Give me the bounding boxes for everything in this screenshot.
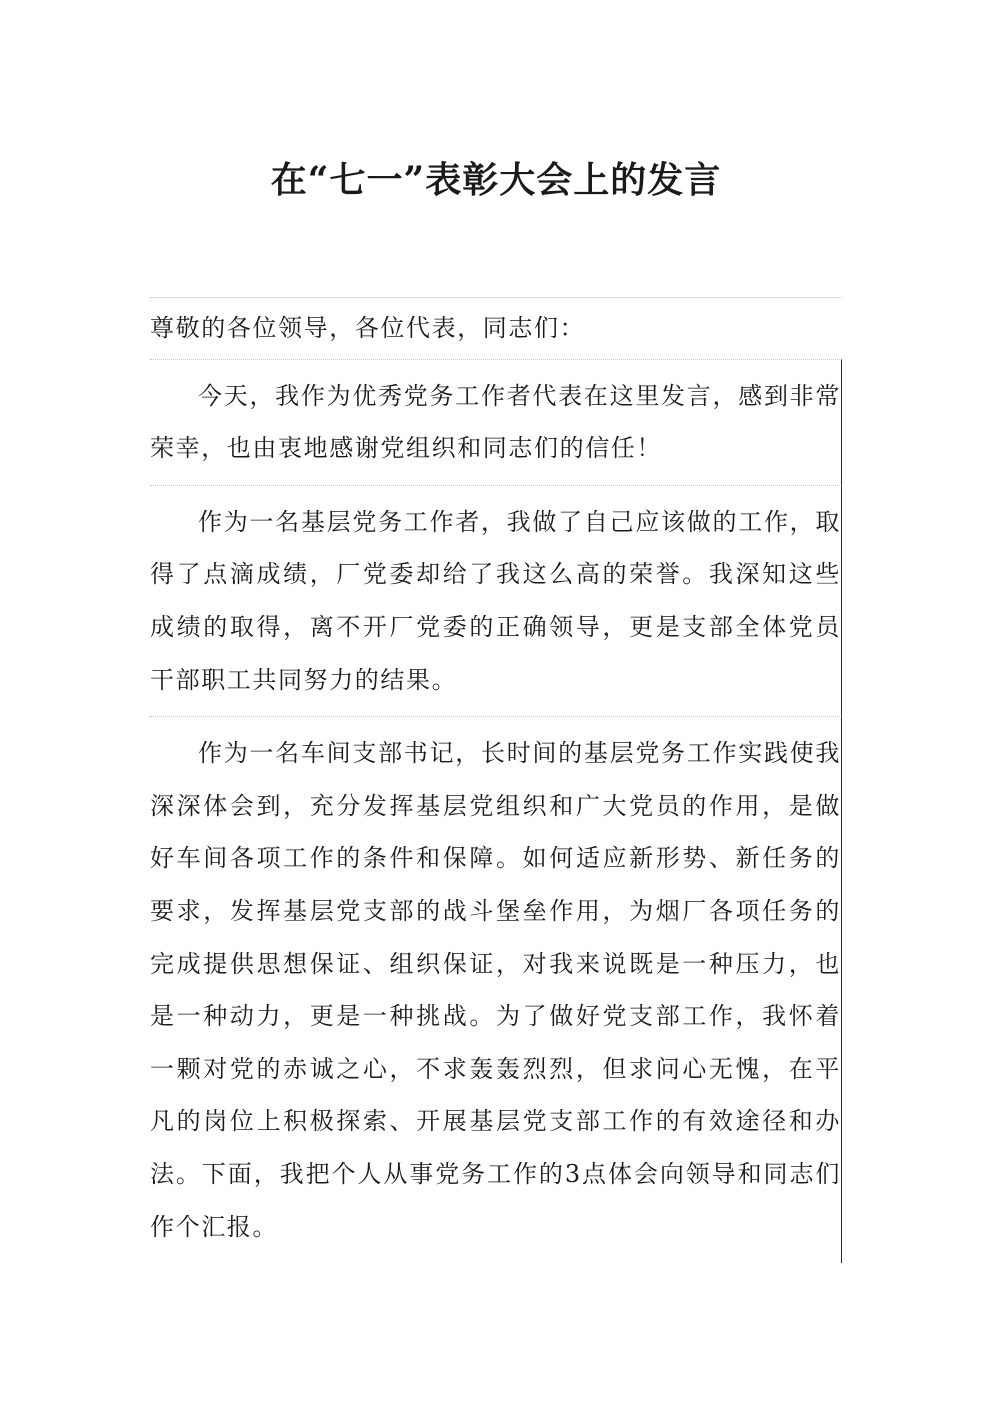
document-body (150, 297, 842, 1263)
paragraph-1: 今天，我作为优秀党务工作者代表在这里发言，感到非常荣幸，也由衷地感谢党组织和同志们的信任！ (150, 359, 842, 485)
paragraph-3: 作为一名车间支部书记，长时间的基层党务工作实践使我深深体会到，充分发挥基层党组织和广大党员的作用，是做好车间各项工作的条件和保障。如何适应新形势、新任务的要求，发挥基层党支部的战斗堡垒作用，为烟厂各项任务的完成提供思想保证、组织保证，对我来说既是一种压力，也是一种动力，更是一种挑战。为了做好党支部工作，我怀着一颗对党的赤诚之心，不求轰轰烈烈，但求问心无愧，在平凡的岗位上积极探索、开展基层党支部工作的有效途径和办法。下面，我把个人从事党务工作的3点体会向领导和同志们作个汇报。 (150, 716, 842, 1263)
salutation: 尊敬的各位领导，各位代表，同志们： (150, 297, 842, 359)
paragraph-2: 作为一名基层党务工作者，我做了自己应该做的工作，取得了点滴成绩，厂党委却给了我这么高的荣誉。我深知这些成绩的取得，离不开厂党委的正确领导，更是支部全体党员干部职工共同努力的结果。 (150, 485, 842, 716)
document-title: 在“七一”表彰大会上的发言 (270, 159, 722, 201)
